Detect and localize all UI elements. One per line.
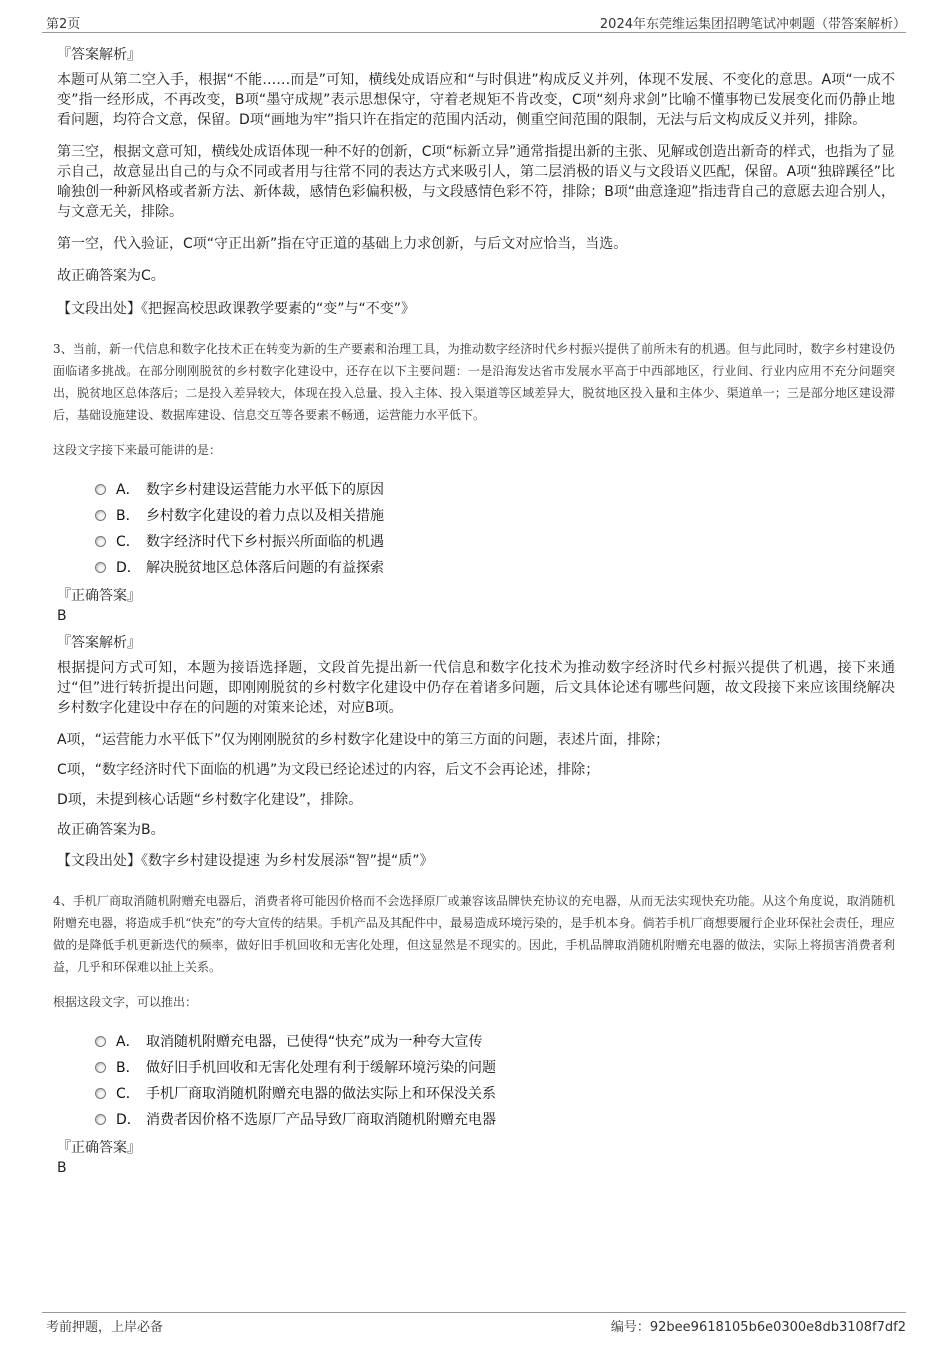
option-text: 做好旧手机回收和无害化处理有利于缓解环境污染的问题 <box>146 1060 496 1076</box>
q3-source: 【文段出处】《数字乡村建设提速 为乡村发展添“智”提“质”》 <box>57 853 434 869</box>
q3-option-c[interactable] <box>95 528 895 554</box>
q2-analysis-paragraph: 第三空，根据文意可知，横线处成语体现一种不好的创新，C项“标新立异”通常指提出新的主张、见解或创造出新奇的样式，也指为了显示自己，故意显出自己的与众不同或者用与往常不同的表达方式来吸引人，第二层消极的语义与文段语义匹配，保留。A项“独辟蹊径”比喻独创一种新风格或者新方法、新体裁，感情色彩偏积极，与文段感情色彩不符，排除；B项“曲意逢迎”指违背自己的意愿去迎合别人，与文意无关，排除。 <box>57 144 895 220</box>
q3-analysis-paragraph: D项，未提到核心话题“乡村数字化建设”，排除。 <box>57 792 363 808</box>
page-number: 第2页 <box>46 17 81 32</box>
q3-option-b[interactable] <box>95 502 895 528</box>
q2-analysis-paragraph: 本题可从第二空入手，根据“不能……而是”可知，横线处成语应和“与时俱进”构成反义并列，体现不发展、不变化的意思。A项“一成不变”指一经形成，不再改变，B项“墨守成规”表示思想保守，守着老规矩不肯改变，C项“刻舟求剑”比喻不懂事物已发展变化而仍静止地看问题，均符合文意，保留。D项“画地为牢”指只许在指定的范围内活动，侧重空间范围的限制，无法与后文构成反义并列，排除。 <box>57 72 895 128</box>
option-key: A． <box>116 1034 140 1050</box>
option-text: 消费者因价格不选原厂产品导致厂商取消随机附赠充电器 <box>146 1112 496 1128</box>
q2-analysis-conclusion: 故正确答案为C。 <box>57 268 165 284</box>
option-text: 取消随机附赠充电器，已使得“快充”成为一种夸大宣传 <box>146 1034 483 1050</box>
q2-analysis-label: 『答案解析』 <box>57 47 141 63</box>
q4-answer-label: 『正确答案』 <box>57 1140 141 1156</box>
option-key: D． <box>116 1112 141 1128</box>
q4-option-b[interactable] <box>95 1054 895 1080</box>
radio-icon[interactable] <box>95 510 106 521</box>
page-header <box>42 10 906 33</box>
q2-analysis-paragraph: 第一空，代入验证，C项“守正出新”指在守正道的基础上力求创新，与后文对应恰当，当选。 <box>57 236 628 252</box>
radio-icon[interactable] <box>95 536 106 547</box>
page-content <box>53 38 895 1182</box>
q4-option-d[interactable] <box>95 1106 895 1132</box>
q3-answer-label: 『正确答案』 <box>57 588 141 604</box>
option-text: 解决脱贫地区总体落后问题的有益探索 <box>146 560 384 576</box>
q4-answer: B <box>57 1160 67 1176</box>
page-footer <box>42 1312 906 1335</box>
option-text: 数字经济时代下乡村振兴所面临的机遇 <box>146 534 384 550</box>
radio-icon[interactable] <box>95 484 106 495</box>
q3-options <box>95 476 895 580</box>
radio-icon[interactable] <box>95 562 106 573</box>
document-code: 编号：92bee9618105b6e0300e8db3108f7df2 <box>610 1320 906 1335</box>
q3-prompt: 这段文字接下来最可能讲的是： <box>53 443 222 457</box>
q3-analysis-paragraph: C项，“数字经济时代下面临的机遇”为文段已经论述过的内容，后文不会再论述，排除； <box>57 762 600 778</box>
q3-analysis-conclusion: 故正确答案为B。 <box>57 822 165 838</box>
option-key: C． <box>116 1086 140 1102</box>
option-key: B． <box>116 1060 140 1076</box>
q4-prompt: 根据这段文字，可以推出： <box>53 995 198 1009</box>
radio-icon[interactable] <box>95 1062 106 1073</box>
q3-analysis-label: 『答案解析』 <box>57 635 141 651</box>
q4-option-a[interactable] <box>95 1028 895 1054</box>
q4-option-c[interactable] <box>95 1080 895 1106</box>
option-key: A． <box>116 482 140 498</box>
radio-icon[interactable] <box>95 1088 106 1099</box>
radio-icon[interactable] <box>95 1036 106 1047</box>
option-key: D． <box>116 560 141 576</box>
document-title: 2024年东莞维运集团招聘笔试冲刺题（带答案解析） <box>599 17 906 32</box>
q3-answer: B <box>57 608 67 624</box>
q2-source: 【文段出处】《把握高校思政课教学要素的“变”与“不变”》 <box>57 301 416 317</box>
option-text: 数字乡村建设运营能力水平低下的原因 <box>146 482 384 498</box>
option-key: B． <box>116 508 140 524</box>
q3-option-d[interactable] <box>95 554 895 580</box>
footer-note: 考前押题，上岸必备 <box>46 1320 164 1335</box>
q3-stem: 3、当前，新一代信息和数字化技术正在转变为新的生产要素和治理工具，为推动数字经济时代乡村振兴提供了前所未有的机遇。但与此同时，数字乡村建设仍面临诸多挑战。在部分刚刚脱贫的乡村数字化建设中，还存在以下主要问题：一是沿海发达省市发展水平高于中西部地区，行业间、行业内应用不充分问题突出，脱贫地区总体落后；二是投入差异较大，体现在投入总量、投入主体、投入渠道等区域差异大，脱贫地区投入量和主体少、渠道单一；三是部分地区建设滞后，基础设施建设、数据库建设、信息交互等各要素不畅通，运营能力水平低下。 <box>53 342 895 422</box>
q3-analysis-paragraph: A项，“运营能力水平低下”仅为刚刚脱贫的乡村数字化建设中的第三方面的问题，表述片面，排除； <box>57 732 670 748</box>
option-text: 乡村数字化建设的着力点以及相关措施 <box>146 508 384 524</box>
radio-icon[interactable] <box>95 1114 106 1125</box>
q3-option-a[interactable] <box>95 476 895 502</box>
q4-stem: 4、手机厂商取消随机附赠充电器后，消费者将可能因价格而不会选择原厂或兼容该品牌快充协议的充电器，从而无法实现快充功能。从这个角度说，取消随机附赠充电器，将造成手机“快充”的夸大宣传的结果。手机产品及其配件中，最易造成环境污染的，是手机本身。倘若手机厂商想要履行企业环保社会责任，理应做的是降低手机更新迭代的频率，做好旧手机回收和无害化处理，但这显然是不现实的。因此，手机品牌取消随机附赠充电器的做法，实际上将损害消费者利益，几乎和环保难以扯上关系。 <box>53 894 895 974</box>
option-key: C． <box>116 534 140 550</box>
q4-options <box>95 1028 895 1132</box>
option-text: 手机厂商取消随机附赠充电器的做法实际上和环保没关系 <box>146 1086 496 1102</box>
q3-analysis-paragraph: 根据提问方式可知，本题为接语选择题，文段首先提出新一代信息和数字化技术为推动数字经济时代乡村振兴提供了机遇，接下来通过“但”进行转折提出问题，即刚刚脱贫的乡村数字化建设中仍存在着诸多问题，后文具体论述有哪些问题，故文段接下来应该围绕解决乡村数字化建设中存在的问题的对策来论述，对应B项。 <box>57 660 895 716</box>
